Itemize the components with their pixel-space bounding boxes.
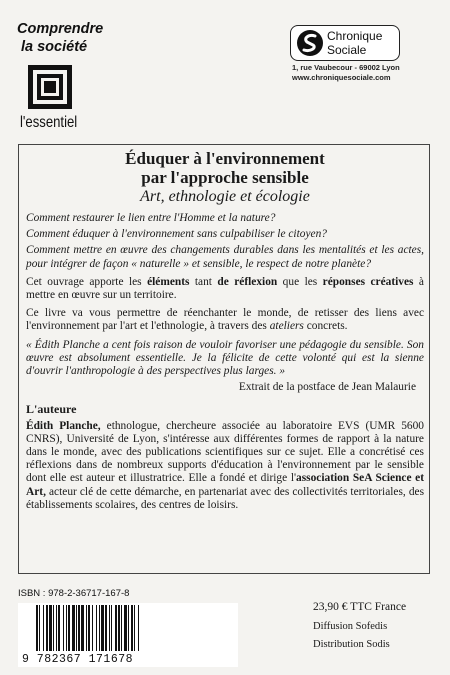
quote-source: Extrait de la postface de Jean Malaurie [238, 381, 416, 394]
question-1: Comment restaurer le lien entre l'Homme et la nature? [26, 212, 276, 224]
publisher-address [292, 63, 400, 83]
description-paragraph: Ce livre va vous permettre de réenchanter le monde, de retisser des liens avec l'environnement par l'art et l'ethnologie, à travers des ateliers concrets. [26, 307, 424, 333]
publisher-emblem-icon [296, 29, 324, 57]
series-line-1: Comprendre [17, 21, 104, 37]
question-2: Comment éduquer à l'environnement sans culpabiliser le citoyen? [26, 228, 327, 241]
publisher-logo [290, 25, 400, 61]
blurb-quote: « Édith Planche a cent fois raison de vouloir favoriser une pédagogie du sensible. Son œuvre est absolument essentielle. Je la félicite de cette volonté qui est la sienne d'ouvrir l'anthropologie à des perspectives plus larges. » [26, 338, 424, 378]
question-3: Comment mettre en œuvre des changements durables dans les mentalités et les actes, pour intégrer de façon « naturelle » et sensible, le respect de notre planète? [26, 244, 424, 270]
publisher-name [327, 29, 397, 57]
series-line-2: la société [21, 39, 88, 55]
book-title-line-2: par l'approche sensible [141, 168, 309, 187]
distribution-1: Diffusion Sofedis [313, 621, 388, 632]
publisher-address-line-1: 1, rue Vaubecour - 69002 Lyon [292, 63, 400, 72]
barcode-bars [28, 605, 228, 653]
isbn: ISBN : 978-2-36717-167-8 [18, 588, 130, 599]
barcode [18, 603, 238, 667]
collection-name: l'essentiel [20, 114, 78, 131]
intro-paragraph: Cet ouvrage apporte les éléments tant de réflexion que les réponses créatives à mettre en œuvre sur un territoire. [26, 275, 424, 302]
distribution-2: Distribution Sodis [313, 639, 390, 650]
author-bio: Édith Planche, ethnologue, chercheure associée au laboratoire EVS (UMR 5600 CNRS), Université de Lyon, s'intéresse aux différentes formes de rapport à la nature dans le monde, avec des publications scientifiques sur ce sujet. Elle a concrétisé ces réflexions dans de nombreux supports d'éducation à l'environnement par le sensible dont elle est auteur et illustratrice. Elle a fondé et dirige l'association SeA Science et Art, acteur clé de cette démarche, en partenariat avec des collectivités territoriales, des établissements scolaires, des centres de loisirs. [26, 419, 424, 511]
barcode-digits: 9 782367 171678 [22, 653, 134, 666]
book-subtitle: Art, ethnologie et écologie [140, 188, 310, 205]
publisher-name-line-2: Sociale [327, 43, 367, 57]
price: 23,90 € TTC France [313, 601, 407, 613]
publisher-name-line-1: Chronique [327, 29, 383, 43]
book-title-line-1: Éduquer à l'environnement [125, 149, 325, 168]
author-heading: L'auteure [26, 402, 77, 417]
series-name [17, 20, 137, 56]
back-cover-text [26, 149, 424, 517]
publisher-website: www.chroniquesociale.com [292, 73, 391, 82]
series-logo-icon [28, 65, 72, 109]
